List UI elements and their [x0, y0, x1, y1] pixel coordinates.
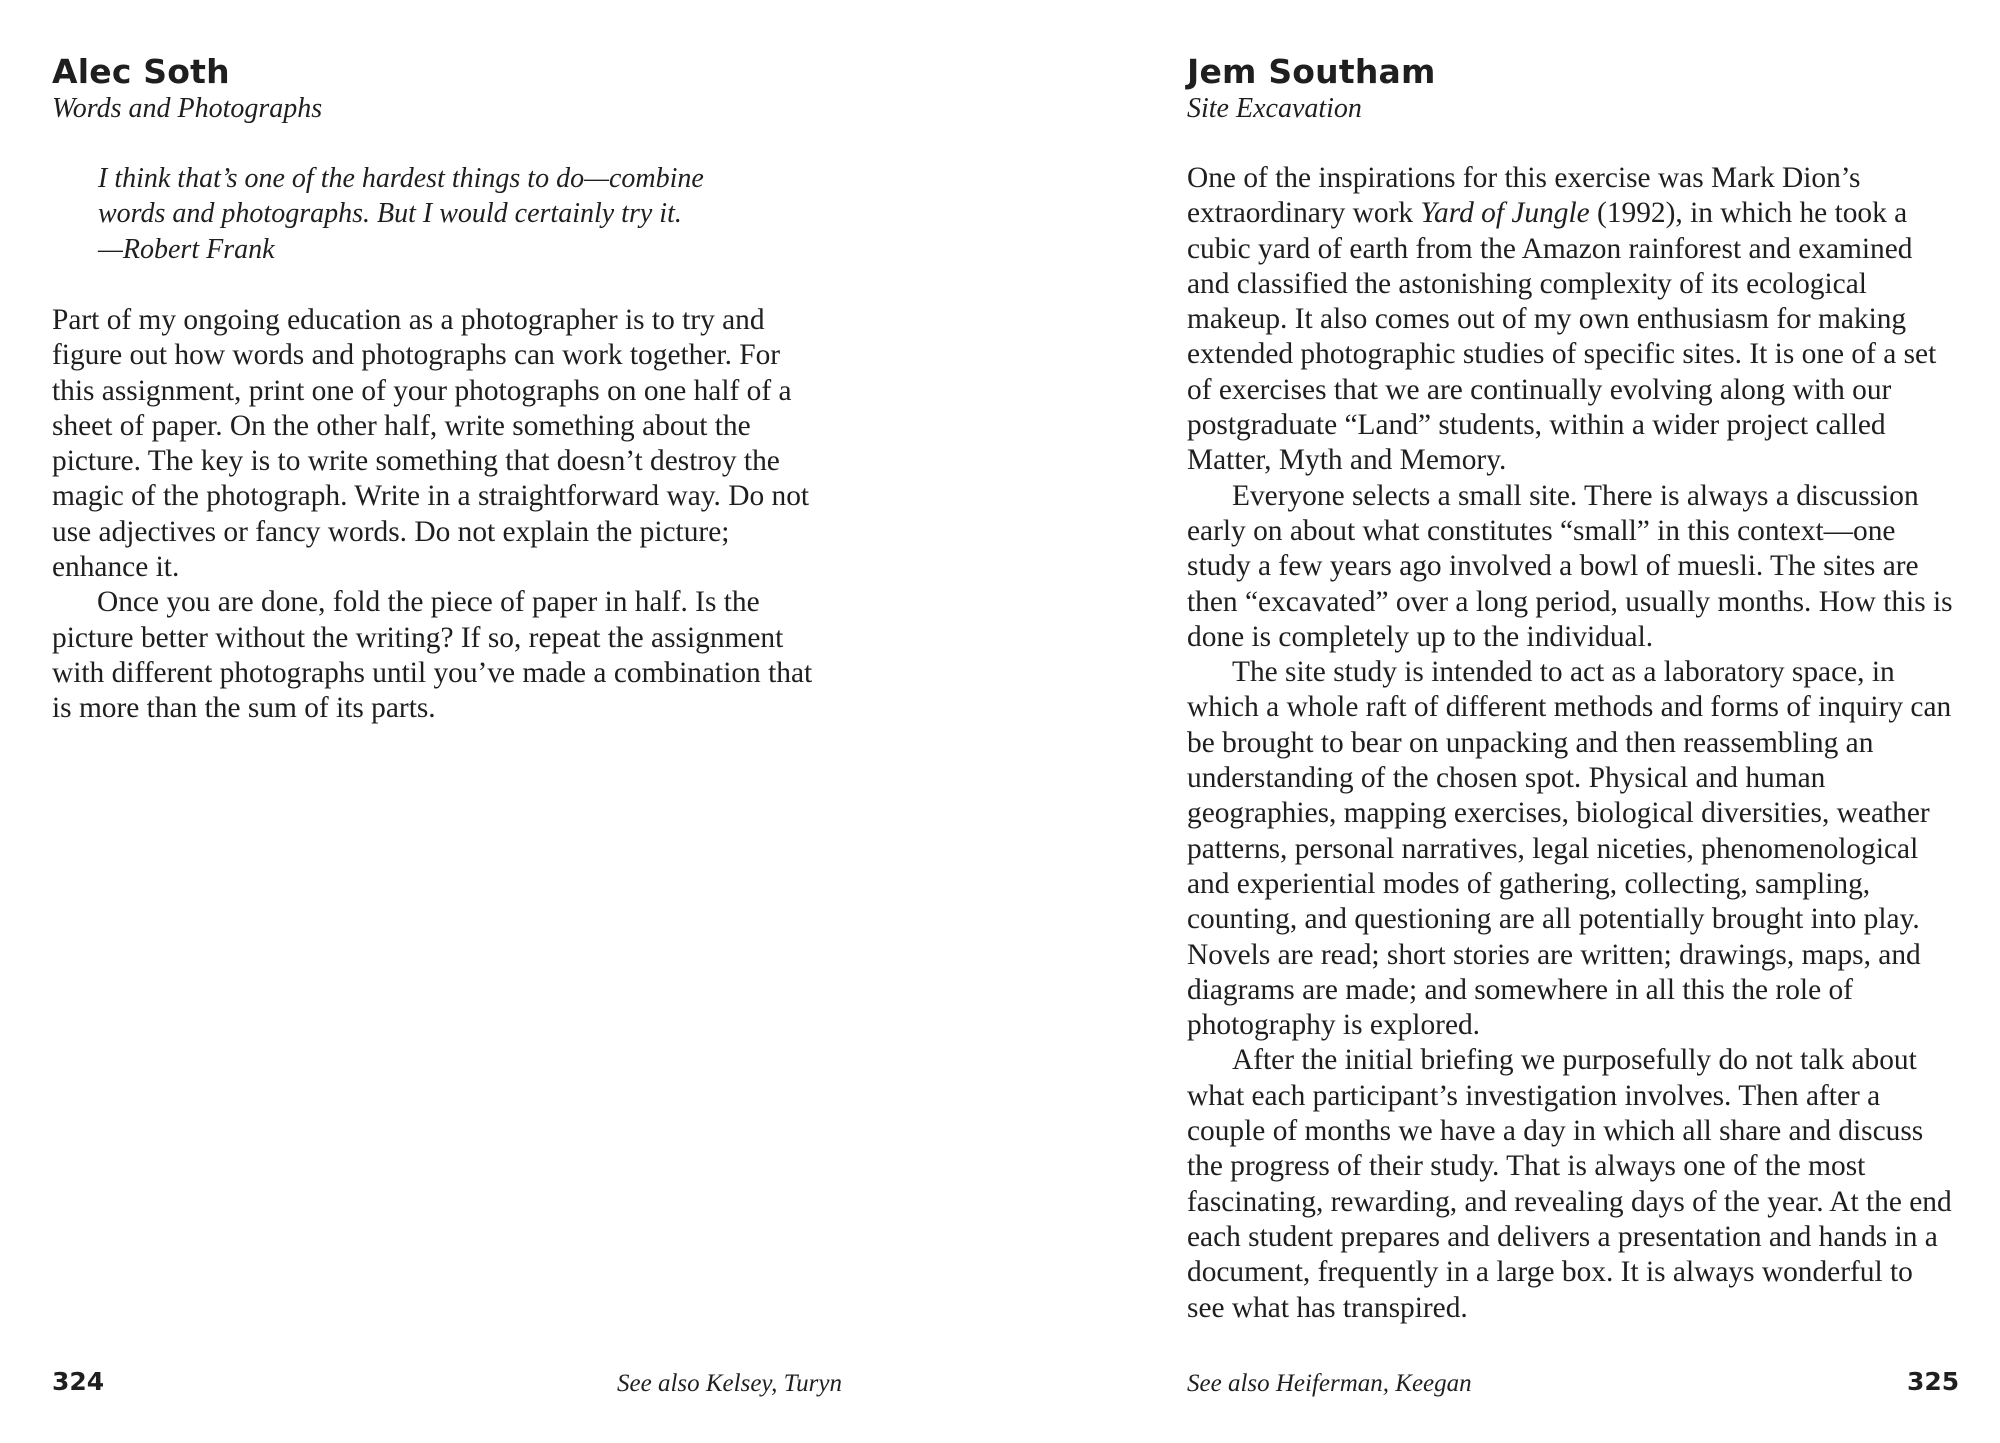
right-page — [1187, 0, 1960, 1443]
epigraph — [98, 161, 818, 267]
essay-title: Words and Photographs — [52, 93, 323, 124]
page-number: 325 — [1907, 1367, 1960, 1396]
epigraph-attribution: —Robert Frank — [98, 233, 275, 265]
author-heading: Alec Soth — [52, 52, 230, 91]
left-page — [52, 0, 842, 1443]
body-paragraph: The site study is intended to act as a laboratory space, in which a whole raft of different methods and forms of inquiry can be brought to bear on unpacking and then reassembling an understanding of the chosen spot. Physical and human geographies, mapping exercises, biological diversities, weather patterns, personal narratives, legal niceties, phenomenological and experiential modes of gathering, collecting, sampling, counting, and questioning are all potentially brought into play. Novels are read; short stories are written; drawings, maps, and diagrams are made; and somewhere in all this the role of photography is explored. — [1187, 656, 1952, 1042]
essay-title: Site Excavation — [1187, 93, 1362, 124]
paragraph-text: One of the inspirations for this exercise was Mark Dion’s extraordinary work — [1187, 162, 1861, 230]
paragraph-text: (1992), in which he took a cubic yard of earth from the Amazon rainforest and examined and classified the astonishing complexity of its ecological makeup. It also comes out of my own enthusiasm for making extended photographic studies of specific sites. It is one of a set of exercises that we are continually evolving along with our postgraduate “Land” students, within a wider project called Matter, Myth and Memory. — [1187, 197, 1937, 477]
body-paragraph: Part of my ongoing education as a photographer is to try and figure out how words and photographs can work together. For this assignment, print one of your photographs on one half of a sheet of paper. On the other half, write something about the picture. The key is to write something that doesn’t destroy the magic of the photograph. Write in a straightforward way. Do not use adjectives or fancy words. Do not explain the picture; enhance it. — [52, 304, 810, 584]
epigraph-line: I think that’s one of the hardest things to do—combine — [98, 163, 704, 194]
body-text — [52, 303, 827, 727]
page-number: 324 — [52, 1367, 105, 1396]
see-also-reference: See also Kelsey, Turyn — [617, 1370, 842, 1397]
author-heading: Jem Southam — [1187, 52, 1436, 91]
see-also-reference: See also Heiferman, Keegan — [1187, 1370, 1472, 1397]
body-paragraph: Everyone selects a small site. There is always a discussion early on about what constitutes “small” in this context—one study a few years ago involved a bowl of muesli. The sites are then “excavated” over a long period, usually months. How this is done is completely up to the individual. — [1187, 479, 1953, 653]
body-paragraph: Once you are done, fold the piece of paper in half. Is the picture better without the writing? If so, repeat the assignment with different photographs until you’ve made a combination that is more than the sum of its parts. — [52, 586, 813, 725]
body-text — [1187, 161, 1957, 1326]
body-paragraph: After the initial briefing we purposefully do not talk about what each participant’s investigation involves. Then after a couple of months we have a day in which all share and discuss the progress of their study. That is always one of the most fascinating, rewarding, and revealing days of the year. At the end each student prepares and delivers a presentation and hands in a document, frequently in a large box. It is always wonderful to see what has transpired. — [1187, 1044, 1952, 1324]
body-paragraph — [1187, 161, 1957, 479]
epigraph-line: words and photographs. But I would certainly try it. — [98, 198, 682, 230]
artwork-title: Yard of Jungle — [1420, 197, 1590, 230]
